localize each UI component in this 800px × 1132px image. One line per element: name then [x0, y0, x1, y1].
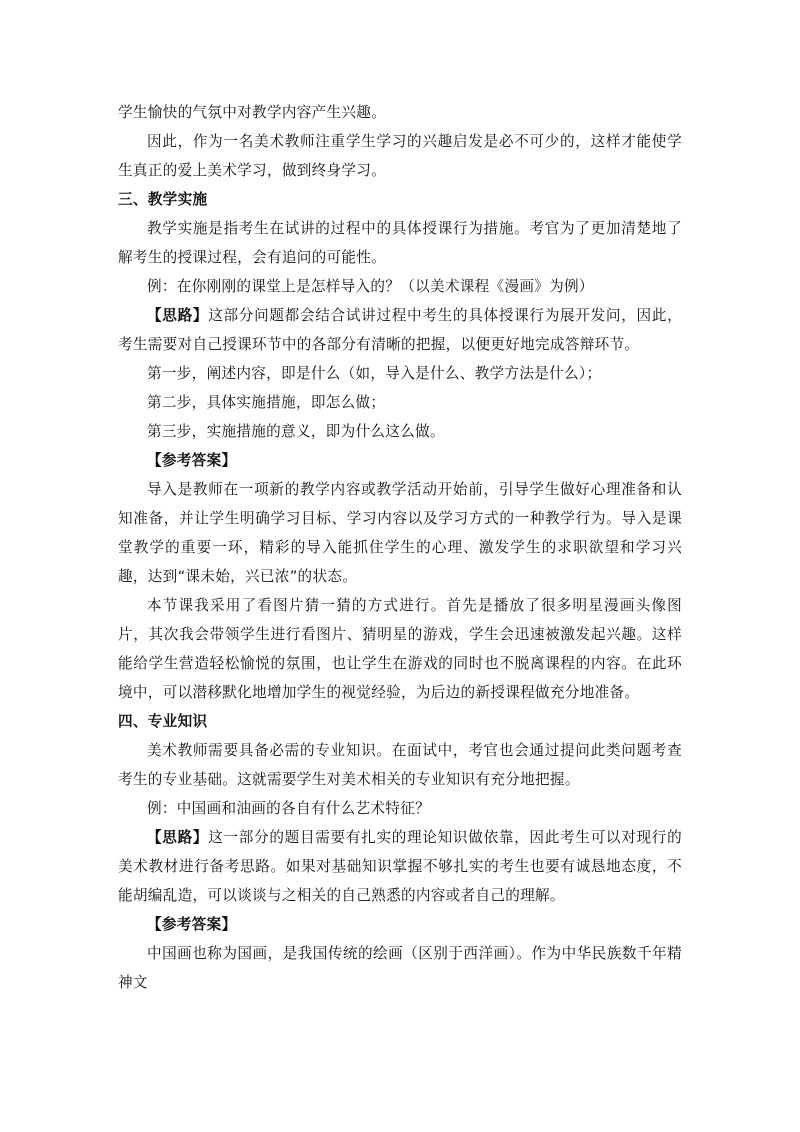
example-question: 例：在你刚刚的课堂上是怎样导入的？（以美术课程《漫画》为例） [147, 278, 594, 295]
reference-answer-label: 【参考答案】 [147, 916, 237, 933]
paragraph: 本节课我采用了看图片猜一猜的方式进行。首先是播放了很多明星漫画头像图片，其次我会带领学生进行看图片、猜明星的游戏，学生会迅速被激发起兴趣。这样能给学生营造轻松愉悦的氛围，也让学生在游戏的同时也不脱离课程的内容。在此环境中，可以潜移默化地增加学生的视觉经验，为后边的新授课程做充分地准备。 [118, 597, 682, 701]
paragraph: 中国画也称为国画，是我国传统的绘画（区别于西洋画）。作为中华民族数千年精神文 [118, 945, 682, 991]
approach-text: 这部分问题都会结合试讲过程中考生的具体授课行为展开发问，因此，考生需要对自己授课环节中的各部分有清晰的把握，以便更好地完成答辩环节。 [118, 307, 682, 353]
paragraph: 学生愉快的气氛中对教学内容产生兴趣。 [118, 104, 387, 121]
paragraph: 教学实施是指考生在试讲的过程中的具体授课行为措施。考官为了更加清楚地了解考生的授课过程，会有追问的可能性。 [118, 220, 682, 266]
approach-paragraph [118, 301, 682, 359]
paragraph: 美术教师需要具备必需的专业知识。在面试中，考官也会通过提问此类问题考查考生的专业基础。这就需要学生对美术相关的专业知识有充分地把握。 [118, 742, 682, 788]
approach-text: 这一部分的题目需要有扎实的理论知识做依靠，因此考生可以对现行的美术教材进行备考思路。如果对基础知识掌握不够扎实的考生也要有诚恳地态度，不能胡编乱造，可以谈谈与之相关的自己熟悉的内容或者自己的理解。 [118, 829, 682, 904]
approach-label: 【思路】 [147, 307, 209, 324]
reference-answer-label: 【参考答案】 [147, 452, 237, 469]
step-item: 第三步，实施措施的意义，即为什么这么做。 [147, 423, 445, 440]
approach-label: 【思路】 [147, 829, 209, 846]
approach-paragraph [118, 823, 682, 910]
step-item: 第一步，阐述内容，即是什么（如，导入是什么、教学方法是什么）； [147, 365, 602, 382]
paragraph: 因此，作为一名美术教师注重学生学习的兴趣启发是必不可少的，这样才能使学生真正的爱上美术学习，做到终身学习。 [118, 133, 682, 179]
section-heading: 三、教学实施 [118, 191, 208, 208]
example-question: 例：中国画和油画的各自有什么艺术特征？ [147, 800, 430, 817]
step-item: 第二步，具体实施措施，即怎么做； [147, 394, 386, 411]
paragraph: 导入是教师在一项新的教学内容或教学活动开始前，引导学生做好心理准备和认知准备，并让学生明确学习目标、学习内容以及学习方式的一种教学行为。导入是课堂教学的重要一环，精彩的导入能抓住学生的心理、激发学生的求职欲望和学习兴趣，达到“课未始，兴已浓”的状态。 [118, 481, 682, 585]
section-heading: 四、专业知识 [118, 713, 208, 730]
